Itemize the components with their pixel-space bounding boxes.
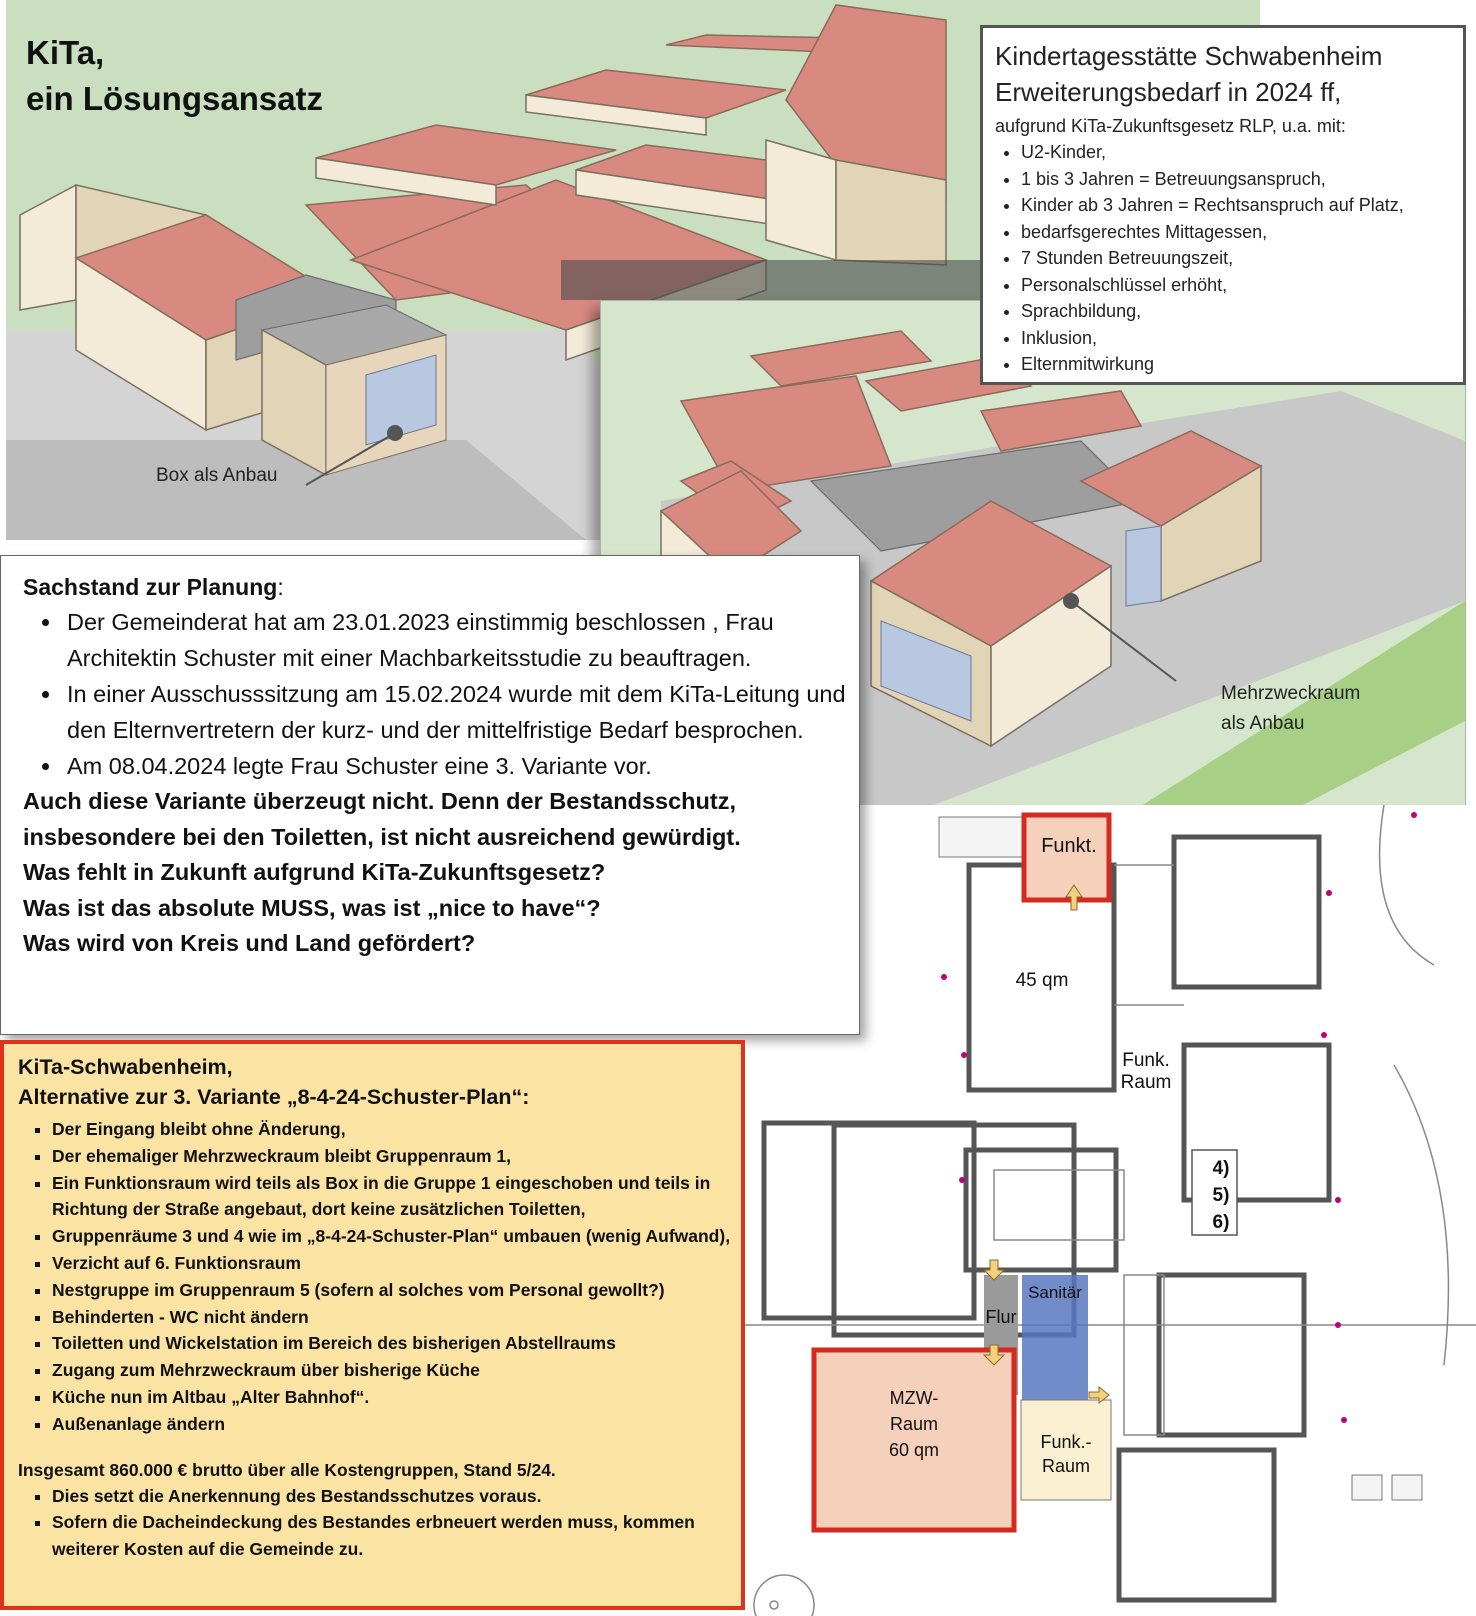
status-item: • Der Gemeinderat hat am 23.01.2023 einstimmig beschlossen , Frau Architektin Schuster mit einer Machbarkeitsstudie zu beauftragen.: [63, 604, 859, 676]
alternative-plan-box: [0, 1040, 745, 1610]
funk-raum-label-line1: Funk.: [1122, 1050, 1170, 1071]
funkt-room-label: Funkt.: [1041, 835, 1097, 857]
info-item: • Kinder ab 3 Jahren = Rechtsanspruch auf Platz,: [1021, 192, 1451, 219]
mzw-annex-label-line1: Mehrzweckraum: [1221, 683, 1361, 704]
alt-list: [18, 1116, 741, 1438]
info-title-line2: Erweiterungsbedarf in 2024 ff,: [995, 77, 1342, 107]
info-item: • 1 bis 3 Jahren = Betreuungsanspruch,: [1021, 166, 1451, 193]
flur-label: Flur: [985, 1307, 1017, 1327]
status-heading-colon: :: [277, 574, 284, 600]
info-item: • 7 Stunden Betreuungszeit,: [1021, 245, 1451, 272]
alt-item: ▪ Küche nun im Altbau „Alter Bahnhof“.: [52, 1384, 741, 1411]
cost-item: ▪ Dies setzt die Anerkennung des Bestandsschutzes voraus.: [52, 1483, 741, 1510]
info-item: • bedarfsgerechtes Mittagessen,: [1021, 219, 1451, 246]
mzw-room-label-line1: MZW-: [889, 1388, 939, 1408]
info-item: • U2-Kinder,: [1021, 139, 1451, 166]
alt-item: ▪ Der ehemaliger Mehrzweckraum bleibt Gruppenraum 1,: [52, 1143, 741, 1170]
alt-item: ▪ Nestgruppe im Gruppenraum 5 (sofern al solches vom Personal gewollt?): [52, 1277, 741, 1304]
alt-item: ▪ Außenanlage ändern: [52, 1411, 741, 1438]
requirements-info-box: [980, 25, 1466, 385]
render-title-line2: ein Lösungsansatz: [26, 80, 324, 117]
info-item: • Elternmitwirkung: [1021, 351, 1451, 378]
planning-status-box: [0, 555, 860, 1035]
info-item: • Inklusion,: [1021, 325, 1451, 352]
alt-item: ▪ Ein Funktionsraum wird teils als Box in die Gruppe 1 eingeschoben und teils in Richtung der Straße angebaut, dort keine zusätzlichen Toiletten,: [52, 1170, 741, 1224]
funk2-room-label-line2: Raum: [1041, 1456, 1090, 1476]
sanitaer-label: Sanitär: [1028, 1283, 1082, 1302]
info-item: • Personalschlüssel erhöht,: [1021, 272, 1451, 299]
mzw-room-label: [814, 1385, 1014, 1463]
alt-item: ▪ Zugang zum Mehrzweckraum über bisherige Küche: [52, 1357, 741, 1384]
status-bold-line: Was wird von Kreis und Land gefördert?: [23, 930, 476, 956]
alt-item: ▪ Behinderten - WC nicht ändern: [52, 1304, 741, 1331]
status-bold-line: Auch diese Variante überzeugt nicht. Denn der Bestandsschutz,: [23, 788, 736, 814]
render-title-line1: KiTa,: [26, 34, 105, 71]
info-item: • Sprachbildung,: [1021, 298, 1451, 325]
alt-title-line2: Alternative zur 3. Variante „8-4-24-Schuster-Plan“:: [18, 1085, 530, 1109]
group-room-1-area: 45 qm: [1015, 970, 1069, 991]
alt-item: ▪ Verzicht auf 6. Funktionsraum: [52, 1250, 741, 1277]
status-bold-line: insbesondere bei den Toiletten, ist nicht ausreichend gewürdigt.: [23, 823, 741, 850]
info-title-line1: Kindertagesstätte Schwabenheim: [995, 41, 1383, 71]
cost-item: ▪ Sofern die Dacheindeckung des Bestandes erbneuert werden muss, kommen weiterer Kosten auf die Gemeinde zu.: [52, 1509, 741, 1563]
status-heading-text: Sachstand zur Planung: [23, 574, 278, 600]
mzw-annex-label-line2: als Anbau: [1221, 713, 1305, 734]
alt-title-line1: KiTa-Schwabenheim,: [18, 1055, 233, 1079]
info-list: [995, 139, 1451, 378]
cost-list: [18, 1483, 741, 1563]
alt-item: ▪ Der Eingang bleibt ohne Änderung,: [52, 1116, 741, 1143]
status-heading: [23, 570, 859, 604]
status-item: • In einer Ausschusssitzung am 15.02.2024 wurde mit dem KiTa-Leitung und den Elternvertretern der kurz- und der mittelfristige Bedarf besprochen.: [63, 676, 859, 748]
status-item: • Am 08.04.2024 legte Frau Schuster eine 3. Variante vor.: [63, 748, 859, 784]
mzw-annex-label: [1221, 679, 1360, 739]
funk2-room-label: [1021, 1430, 1111, 1478]
number-label: 6): [1212, 1212, 1230, 1233]
funk-raum-label: [1116, 1050, 1176, 1094]
funk-raum-label-line2: Raum: [1120, 1072, 1172, 1093]
funk2-room-label-line1: Funk.-: [1040, 1432, 1092, 1452]
status-list: [23, 604, 859, 784]
alt-item: ▪ Gruppenräume 3 und 4 wie im „8-4-24-Schuster-Plan“ umbauen (wenig Aufwand),: [52, 1223, 741, 1250]
mzw-room-label-line3: 60 qm: [888, 1440, 940, 1460]
box-annex-label: Box als Anbau: [156, 465, 278, 486]
mzw-room-label-line2: Raum: [889, 1414, 938, 1434]
number-label: 5): [1212, 1185, 1230, 1206]
status-bold-line: Was ist das absolute MUSS, was ist „nice to have“?: [23, 894, 601, 921]
info-subtitle: aufgrund KiTa-Zukunftsgesetz RLP, u.a. mit:: [995, 116, 1346, 136]
numbering-labels: [1206, 1155, 1236, 1236]
render-title: [26, 30, 323, 122]
cost-summary: Insgesamt 860.000 € brutto über alle Kostengruppen, Stand 5/24.: [18, 1459, 556, 1480]
alt-item: ▪ Toiletten und Wickelstation im Bereich des bisherigen Abstellraums: [52, 1330, 741, 1357]
number-label: 4): [1212, 1158, 1230, 1179]
status-bold-line: Was fehlt in Zukunft aufgrund KiTa-Zukunftsgesetz?: [23, 859, 606, 885]
